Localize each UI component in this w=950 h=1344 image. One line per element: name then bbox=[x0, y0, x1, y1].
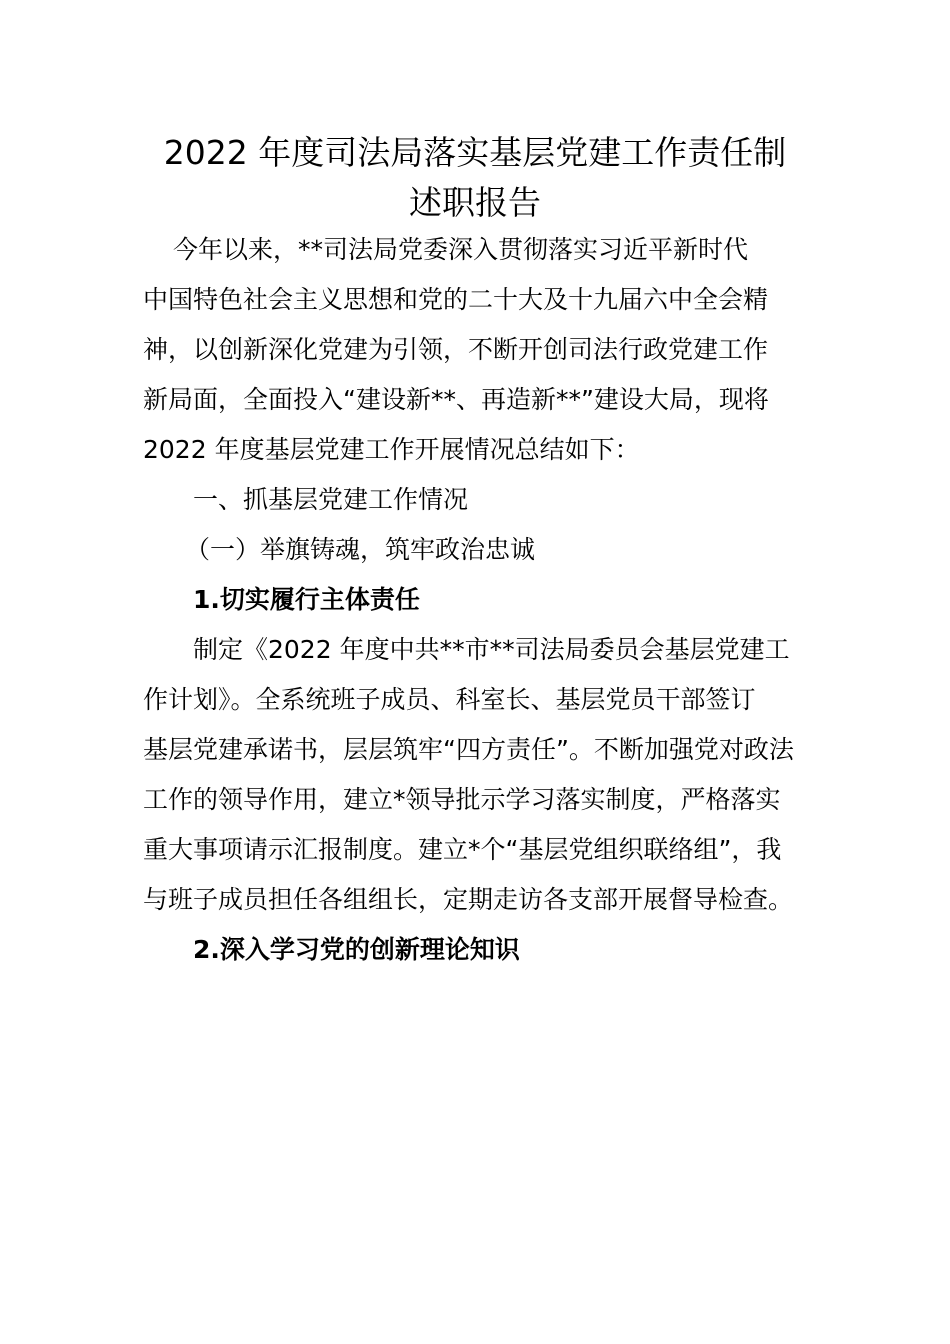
item-heading: 1.切实履行主体责任 bbox=[193, 585, 420, 614]
paragraph-line: 今年以来，**司法局党委深入贯彻落实习近平新时代 bbox=[173, 235, 749, 264]
paragraph-line: 基层党建承诺书，层层筑牢“四方责任”。不断加强党对政法 bbox=[143, 735, 794, 764]
document-title-line-2: 述职报告 bbox=[409, 183, 541, 222]
paragraph-line: 制定《2022 年度中共**市**司法局委员会基层党建工 bbox=[193, 635, 790, 664]
paragraph-line: 神，以创新深化党建为引领，不断开创司法行政党建工作 bbox=[143, 335, 769, 364]
paragraph-line: 新局面，全面投入“建设新**、再造新**”建设大局，现将 bbox=[143, 385, 769, 414]
section-heading: 一、抓基层党建工作情况 bbox=[193, 485, 469, 514]
paragraph-line: 工作的领导作用，建立*领导批示学习落实制度，严格落实 bbox=[143, 785, 781, 814]
document-title-line-1: 2022 年度司法局落实基层党建工作责任制 bbox=[163, 133, 787, 172]
paragraph-line: 2022 年度基层党建工作开展情况总结如下： bbox=[143, 435, 640, 464]
paragraph-line: 作计划》。全系统班子成员、科室长、基层党员干部签订 bbox=[143, 685, 756, 714]
paragraph-line: 重大事项请示汇报制度。建立*个“基层党组织联络组”，我 bbox=[143, 835, 782, 864]
subsection-heading: （一）举旗铸魂，筑牢政治忠诚 bbox=[185, 535, 536, 564]
paragraph-line: 中国特色社会主义思想和党的二十大及十九届六中全会精 bbox=[143, 285, 769, 314]
paragraph-line: 与班子成员担任各组组长，定期走访各支部开展督导检查。 bbox=[143, 885, 794, 914]
item-heading: 2.深入学习党的创新理论知识 bbox=[193, 935, 520, 964]
